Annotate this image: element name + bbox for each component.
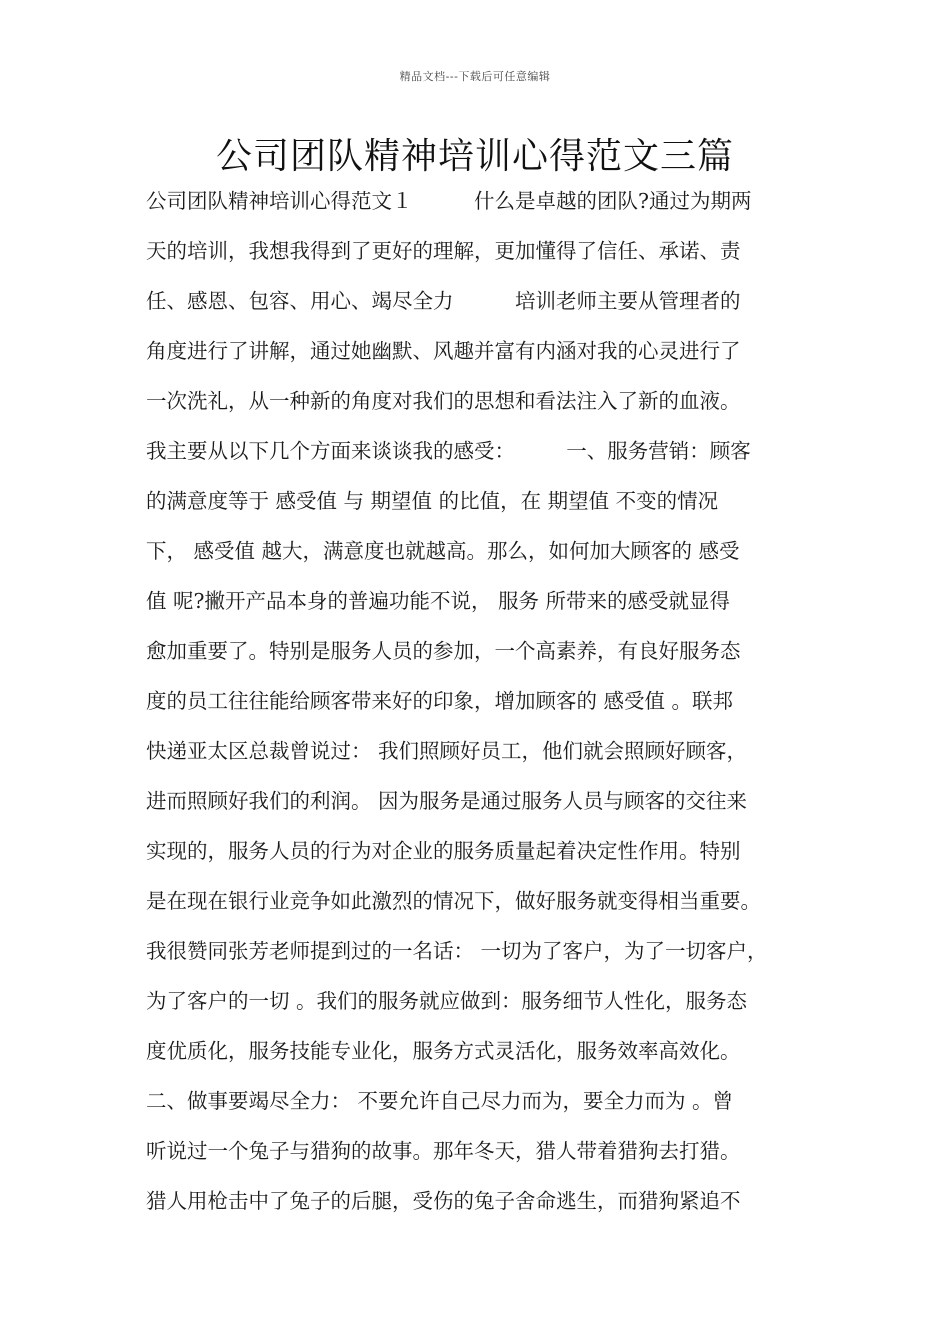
body-line: 为了客户的一切 。我们的服务就应做到：服务细节人性化，服务态 [146, 989, 748, 1013]
body-line: 一次洗礼，从一种新的角度对我们的思想和看法注入了新的血液。 [146, 389, 741, 413]
body-line: 值 呢?撇开产品本身的普遍功能不说， 服务 所带来的感受就显得 [146, 589, 731, 613]
body-line: 听说过一个兔子与猎狗的故事。那年冬天，猎人带着猎狗去打猎。 [146, 1139, 741, 1163]
document-title: 公司团队精神培训心得范文三篇 [215, 136, 734, 177]
body-line: 实现的，服务人员的行为对企业的服务质量起着决定性作用。特别 [146, 839, 741, 863]
header-note: 精品文档---下载后可任意编辑 [399, 70, 551, 83]
body-line: 度优质化，服务技能专业化，服务方式灵活化，服务效率高效化。 [146, 1039, 741, 1063]
body-line: 愈加重要了。特别是服务人员的参加，一个高素养，有良好服务态 [146, 639, 741, 663]
body-line: 任、感恩、包容、用心、竭尽全力 培训老师主要从管理者的 [146, 289, 741, 313]
body-line: 我很赞同张芳老师提到过的一名话： 一切为了客户，为了一切客户， [146, 939, 768, 963]
body-line: 是在现在银行业竞争如此激烈的情况下，做好服务就变得相当重要。 [146, 889, 761, 913]
body-line: 猎人用枪击中了兔子的后腿，受伤的兔子舍命逃生，而猎狗紧追不 [146, 1189, 741, 1213]
body-line: 二、做事要竭尽全力： 不要允许自己尽力而为，要全力而为 。曾 [146, 1089, 734, 1113]
body-line: 下， 感受值 越大，满意度也就越高。那么，如何加大顾客的 感受 [146, 539, 740, 563]
document-body [146, 176, 826, 1226]
body-line: 公司团队精神培训心得范文１ 什么是卓越的团队?通过为期两 [146, 189, 752, 213]
body-line: 快递亚太区总裁曾说过： 我们照顾好员工，他们就会照顾好顾客， [146, 739, 748, 763]
body-line: 度的员工往往能给顾客带来好的印象，增加顾客的 感受值 。联邦 [146, 689, 734, 713]
body-line: 角度进行了讲解，通过她幽默、风趣并富有内涵对我的心灵进行了 [146, 339, 741, 363]
body-line: 天的培训，我想我得到了更好的理解，更加懂得了信任、承诺、责 [146, 239, 741, 263]
body-line: 我主要从以下几个方面来谈谈我的感受： 一、服务营销：顾客 [146, 439, 751, 463]
body-line: 进而照顾好我们的利润。 因为服务是通过服务人员与顾客的交往来 [146, 789, 748, 813]
body-line: 的满意度等于 感受值 与 期望值 的比值，在 期望值 不变的情况 [146, 489, 719, 513]
